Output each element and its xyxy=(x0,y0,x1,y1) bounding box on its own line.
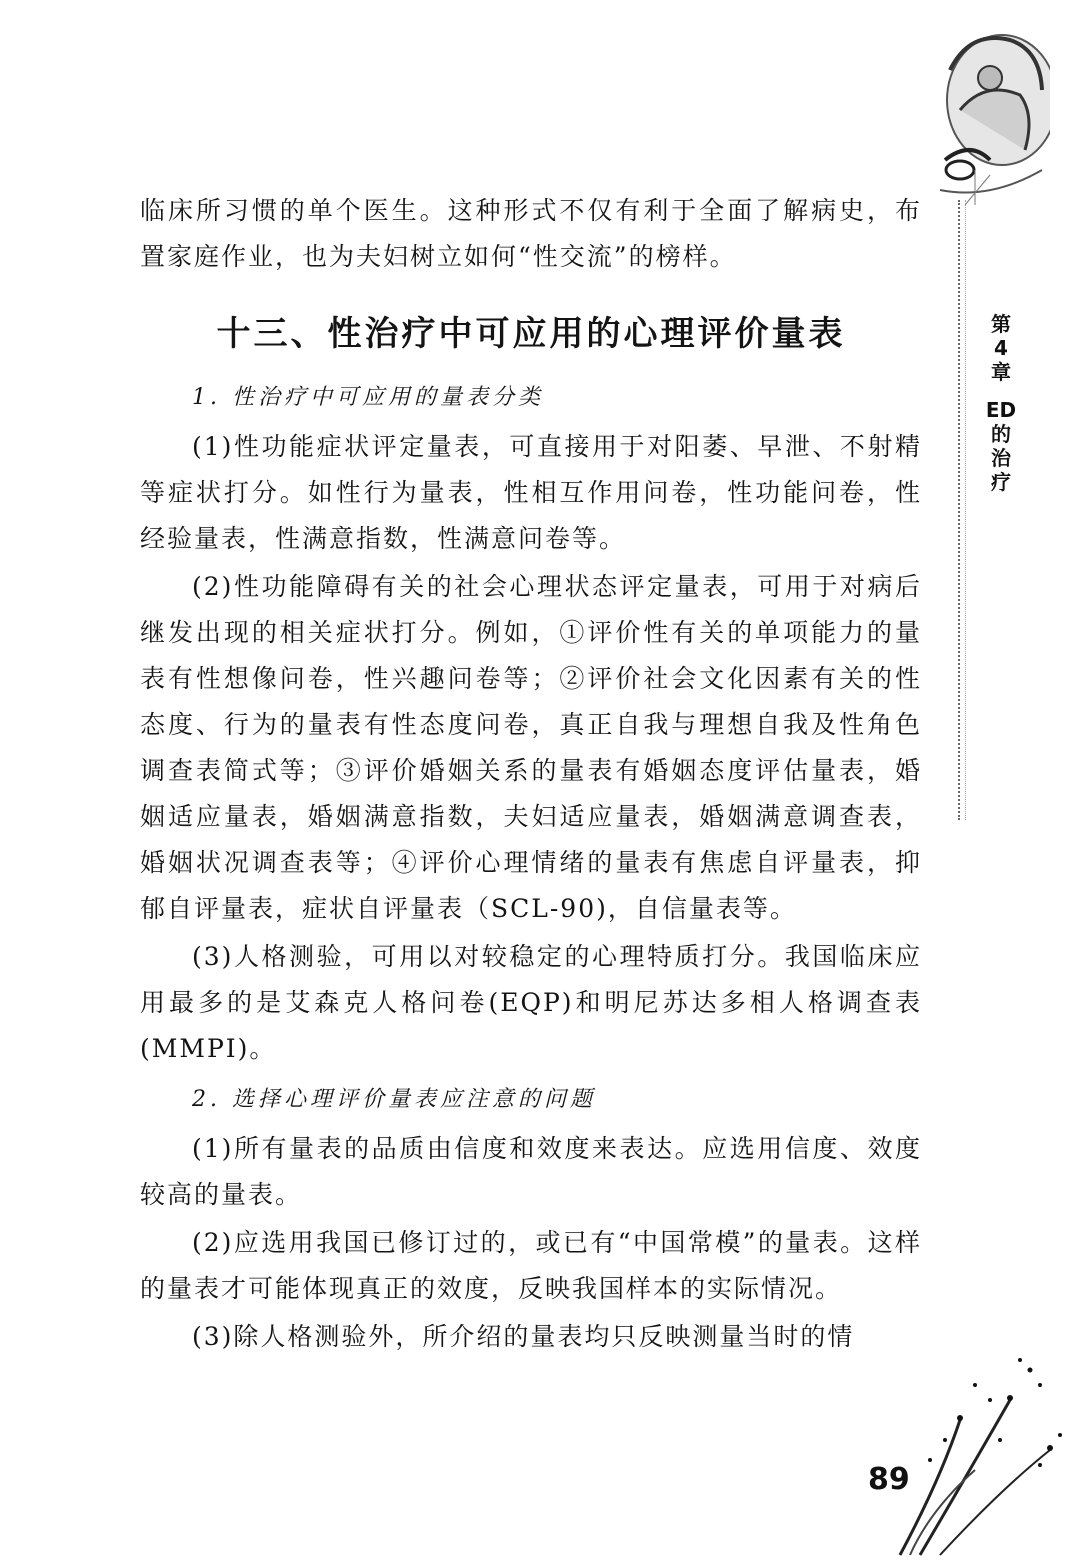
body-paragraph: (3)人格测验，可用以对较稳定的心理特质打分。我国临床应用最多的是艾森克人格问卷(EQP)和明尼苏达多相人格调查表(MMPI)。 xyxy=(140,942,922,1063)
subsection-heading: 1. 性治疗中可应用的量表分类 xyxy=(192,385,544,410)
chapter-tab-char: 4 xyxy=(994,336,1008,360)
body-paragraph: (1)性功能症状评定量表，可直接用于对阳萎、早泄、不射精等症状打分。如性行为量表，性相互作用问卷，性功能问卷，性经验量表，性满意指数，性满意问卷等。 xyxy=(140,432,922,553)
body-paragraph: (1)所有量表的品质由信度和效度来表达。应选用信度、效度较高的量表。 xyxy=(140,1134,922,1209)
chapter-tab-char: 的 xyxy=(991,422,1011,446)
chapter-tab-char: 治 xyxy=(991,446,1011,470)
main-text-column xyxy=(140,188,922,1362)
chapter-tab xyxy=(984,312,1018,494)
body-paragraph: (2)应选用我国已修订过的，或已有“中国常模”的量表。这样的量表才可能体现真正的效度，反映我国样本的实际情况。 xyxy=(140,1228,922,1303)
chapter-tab-char: 第 xyxy=(991,312,1011,336)
chapter-tab-char: 疗 xyxy=(991,470,1011,494)
subsection-heading: 2. 选择心理评价量表应注意的问题 xyxy=(192,1087,596,1112)
margin-dotted-rule-secondary xyxy=(965,200,966,820)
margin-dotted-rule xyxy=(958,200,960,820)
illustration-figure-icon xyxy=(930,20,1050,205)
sparkle-decoration-icon xyxy=(880,1340,1070,1560)
body-paragraph: (2)性功能障碍有关的社会心理状态评定量表，可用于对病后继发出现的相关症状打分。例如，①评价性有关的单项能力的量表有性想像问卷，性兴趣问卷等；②评价社会文化因素有关的性态度、行为的量表有性态度问卷，真正自我与理想自我及性角色调查表简式等；③评价婚姻关系的量表有婚姻态度评估量表，婚姻适应量表，婚姻满意指数，夫妇适应量表，婚姻满意调查表，婚姻状况调查表等；④评价心理情绪的量表有焦虑自评量表，抑郁自评量表，症状自评量表（SCL-90)，自信量表等。 xyxy=(140,572,922,923)
section-title: 十三、性治疗中可应用的心理评价量表 xyxy=(216,314,846,354)
page-number: 89 xyxy=(868,1462,910,1497)
chapter-tab-char: ED xyxy=(985,398,1017,422)
body-paragraph: (3)除人格测验外，所介绍的量表均只反映测量当时的情 xyxy=(192,1322,855,1351)
body-paragraph: 临床所习惯的单个医生。这种形式不仅有利于全面了解病史，布置家庭作业，也为夫妇树立如何“性交流”的榜样。 xyxy=(140,196,922,271)
chapter-tab-char: 章 xyxy=(991,360,1011,384)
